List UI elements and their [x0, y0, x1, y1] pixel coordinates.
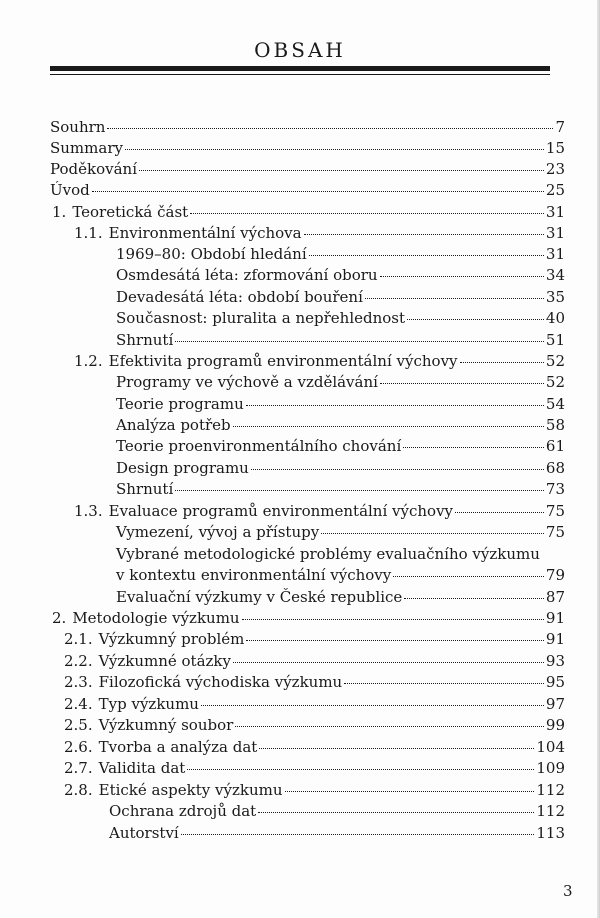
title-rule-thick: [50, 66, 550, 71]
page-number: 3: [563, 882, 573, 900]
toc-entry-label: Evaluační výzkumy v České republice: [116, 588, 403, 606]
toc-entry-label: [74, 223, 302, 243]
toc-entry-page: 75: [545, 502, 565, 520]
toc-entry-label: Shrnutí: [116, 480, 174, 498]
toc-entry-label: Analýza potřeb: [116, 416, 231, 434]
toc-entry-title: Environmentální výchova: [108, 224, 302, 242]
toc-entry-title: Výzkumný problém: [98, 630, 245, 648]
toc-entry-title: Evaluace programů environmentální výchovy: [108, 502, 454, 520]
toc-entry-vybrane-problemy-line2[interactable]: [116, 565, 565, 585]
toc-entry-number: 1.1.: [74, 224, 103, 242]
toc-entry-teorie-proenvironmentalniho-chovani[interactable]: [116, 436, 565, 456]
toc-entry-label: [74, 351, 458, 371]
toc-entry-label: [64, 780, 283, 800]
toc-entry-page: 15: [545, 139, 565, 157]
toc-entry-evaluacni-vyzkumy[interactable]: [116, 587, 565, 607]
toc-leader: [246, 405, 544, 406]
toc-entry-page: 91: [545, 609, 565, 627]
toc-entry-page: 34: [545, 266, 565, 284]
toc-entry-page: 112: [536, 802, 565, 820]
toc-leader: [242, 619, 544, 620]
toc-entry-page: 113: [536, 824, 565, 842]
toc-leader: [403, 447, 544, 448]
toc-leader: [321, 533, 544, 534]
toc-leader: [187, 769, 534, 770]
toc-entry-number: 2.4.: [64, 695, 93, 713]
toc-leader: [460, 362, 544, 363]
toc-leader: [407, 319, 544, 320]
toc-entry-environmentalni-vychova[interactable]: [74, 223, 565, 243]
toc-entry-page: 79: [545, 566, 565, 584]
toc-entry-label: [64, 758, 185, 778]
toc-leader: [380, 276, 544, 277]
toc-entry-number: 2.7.: [64, 759, 93, 777]
toc-entry-page: 68: [545, 459, 565, 477]
toc-entry-teoreticka-cast[interactable]: [52, 202, 565, 222]
toc-entry-title: Typ výzkumu: [98, 695, 199, 713]
toc-entry-vyzkumny-problem[interactable]: [64, 629, 565, 649]
toc-entry-label: Poděkování: [50, 160, 137, 178]
toc-entry-page: 54: [545, 395, 565, 413]
toc-leader: [201, 705, 544, 706]
toc-leader: [344, 683, 544, 684]
toc-entry-title: Tvorba a analýza dat: [98, 738, 258, 756]
toc-entry-page: 97: [545, 695, 565, 713]
toc-entry-title: Validita dat: [98, 759, 186, 777]
toc-entry-metodologie-vyzkumu[interactable]: [52, 608, 565, 628]
toc-entry-filozoficka-vychodiska[interactable]: [64, 672, 565, 692]
toc-entry-label: Osmdesátá léta: zformování oboru: [116, 266, 378, 284]
toc-entry-title: Teoretická část: [72, 203, 189, 221]
toc-leader: [233, 426, 544, 427]
toc-entry-label: [64, 672, 342, 692]
toc-leader: [181, 834, 535, 835]
toc-entry-validita-dat[interactable]: [64, 758, 565, 778]
toc-leader: [309, 255, 544, 256]
toc-leader: [175, 490, 544, 491]
toc-entry-page: 95: [545, 673, 565, 691]
toc-entry-label: [52, 202, 188, 222]
toc-entry-number: 2.6.: [64, 738, 93, 756]
toc-entry-page: 23: [545, 160, 565, 178]
toc-entry-page: 25: [545, 181, 565, 199]
toc-entry-summary[interactable]: [50, 138, 565, 158]
toc-entry-label: [64, 629, 244, 649]
toc-entry-label: 1969–80: Období hledání: [116, 245, 307, 263]
toc-entry-label: [74, 501, 453, 521]
toc-entry-number: 2.3.: [64, 673, 93, 691]
toc-leader: [92, 191, 544, 192]
toc-entry-title: Výzkumné otázky: [98, 652, 231, 670]
toc-entry-programy-ve-vychove[interactable]: [116, 372, 565, 392]
page-title: OBSAH: [254, 38, 346, 62]
toc-entry-label: Shrnutí: [116, 331, 174, 349]
toc-entry-devadesata-leta[interactable]: [116, 287, 565, 307]
toc-entry-number: 1.: [52, 203, 67, 221]
title-rule-thin: [50, 74, 550, 75]
toc-entry-label: Devadesátá léta: období bouření: [116, 288, 363, 306]
toc-entry-label: Ochrana zdrojů dat: [109, 802, 257, 820]
toc-entry-page: 51: [545, 331, 565, 349]
toc-entry-number: 2.: [52, 609, 67, 627]
toc-leader: [258, 812, 534, 813]
toc-entry-page: 40: [545, 309, 565, 327]
toc-entry-vybrane-problemy-line1[interactable]: [116, 544, 565, 564]
toc-entry-label: Úvod: [50, 181, 90, 199]
toc-leader: [233, 662, 544, 663]
toc-entry-efektivita-programu[interactable]: [74, 351, 565, 371]
toc-entry-autorstvi[interactable]: [109, 823, 565, 843]
toc-entry-title: Výzkumný soubor: [98, 716, 234, 734]
toc-entry-page: 7: [555, 118, 565, 136]
toc-entry-title: Filozofická východiska výzkumu: [98, 673, 343, 691]
toc-leader: [139, 170, 544, 171]
toc-entry-label: Teorie programu: [116, 395, 244, 413]
toc-entry-label: Vymezení, vývoj a přístupy: [116, 523, 320, 541]
toc-entry-label: Programy ve výchově a vzdělávání: [116, 373, 378, 391]
toc-entry-evaluace-programu[interactable]: [74, 501, 565, 521]
toc-leader: [235, 726, 544, 727]
toc-entry-eticke-aspekty[interactable]: [64, 780, 565, 800]
toc-entry-page: 87: [545, 588, 565, 606]
toc-leader: [304, 234, 544, 235]
toc-entry-label: [64, 715, 233, 735]
toc-entry-podekovani[interactable]: [50, 159, 565, 179]
toc-leader: [365, 298, 544, 299]
toc-entry-shrnuti-1[interactable]: [116, 330, 565, 350]
toc-entry-title: Metodologie výzkumu: [72, 609, 240, 627]
toc-leader: [251, 469, 544, 470]
toc-leader: [175, 341, 544, 342]
toc-entry-label: Autorství: [109, 824, 179, 842]
toc-leader: [380, 383, 544, 384]
toc-entry-shrnuti-2[interactable]: [116, 479, 565, 499]
toc-leader: [404, 598, 544, 599]
toc-leader: [393, 576, 544, 577]
toc-entry-label: [64, 694, 199, 714]
toc-entry-typ-vyzkumu[interactable]: [64, 694, 565, 714]
toc-entry-analyza-potreb[interactable]: [116, 415, 565, 435]
toc-entry-vymezeni-vyvoj[interactable]: [116, 522, 565, 542]
toc-entry-page: 52: [545, 373, 565, 391]
toc-entry-page: 58: [545, 416, 565, 434]
toc-entry-osmdesata-leta[interactable]: [116, 265, 565, 285]
toc-entry-page: 52: [545, 352, 565, 370]
toc-entry-page: 91: [545, 630, 565, 648]
toc-entry-label: Současnost: pluralita a nepřehlednost: [116, 309, 406, 327]
toc-entry-page: 31: [545, 203, 565, 221]
toc-leader: [259, 748, 534, 749]
toc-entry-page: 61: [545, 437, 565, 455]
toc-entry-page: 93: [545, 652, 565, 670]
toc-entry-label: Summary: [50, 139, 123, 157]
toc-entry-teorie-programu[interactable]: [116, 394, 565, 414]
toc-leader: [285, 791, 535, 792]
toc-entry-title: Etické aspekty výzkumu: [98, 781, 283, 799]
toc-entry-title: Efektivita programů environmentální výchovy: [108, 352, 458, 370]
toc-leader: [455, 512, 544, 513]
toc-entry-number: 2.1.: [64, 630, 93, 648]
toc-entry-label: Teorie proenvironmentálního chování: [116, 437, 402, 455]
toc-entry-number: 2.8.: [64, 781, 93, 799]
toc-entry-label: [52, 608, 240, 628]
toc-entry-label: [64, 651, 231, 671]
toc-entry-page: 73: [545, 480, 565, 498]
toc-entry-vyzkumny-soubor[interactable]: [64, 715, 565, 735]
toc-entry-label: [64, 737, 257, 757]
toc-entry-souhrn[interactable]: [50, 117, 565, 137]
toc-entry-obdobi-hledani[interactable]: [116, 244, 565, 264]
toc-entry-page: 31: [545, 224, 565, 242]
toc-entry-soucasnost[interactable]: [116, 308, 565, 328]
toc-entry-number: 2.2.: [64, 652, 93, 670]
toc-entry-label: Vybrané metodologické problémy evaluačního výzkumu: [116, 545, 540, 563]
toc-entry-label: Design programu: [116, 459, 249, 477]
toc-entry-label: Souhrn: [50, 118, 106, 136]
toc-leader: [190, 213, 544, 214]
toc-entry-ochrana-zdroju-dat[interactable]: [109, 801, 565, 821]
toc-entry-page: 35: [545, 288, 565, 306]
toc-entry-page: 31: [545, 245, 565, 263]
toc-leader: [125, 149, 544, 150]
toc-entry-page: 75: [545, 523, 565, 541]
toc-leader: [107, 128, 553, 129]
toc-entry-page: 104: [536, 738, 565, 756]
toc-entry-label: v kontextu environmentální výchovy: [116, 566, 392, 584]
toc-entry-page: 112: [536, 781, 565, 799]
toc-entry-tvorba-analyza-dat[interactable]: [64, 737, 565, 757]
toc-entry-design-programu[interactable]: [116, 458, 565, 478]
toc-leader: [246, 640, 544, 641]
toc-entry-number: 1.2.: [74, 352, 103, 370]
toc-entry-vyzkumne-otazky[interactable]: [64, 651, 565, 671]
toc-entry-page: 99: [545, 716, 565, 734]
toc-entry-page: 109: [536, 759, 565, 777]
toc-entry-uvod[interactable]: [50, 180, 565, 200]
toc-entry-number: 2.5.: [64, 716, 93, 734]
toc-entry-number: 1.3.: [74, 502, 103, 520]
